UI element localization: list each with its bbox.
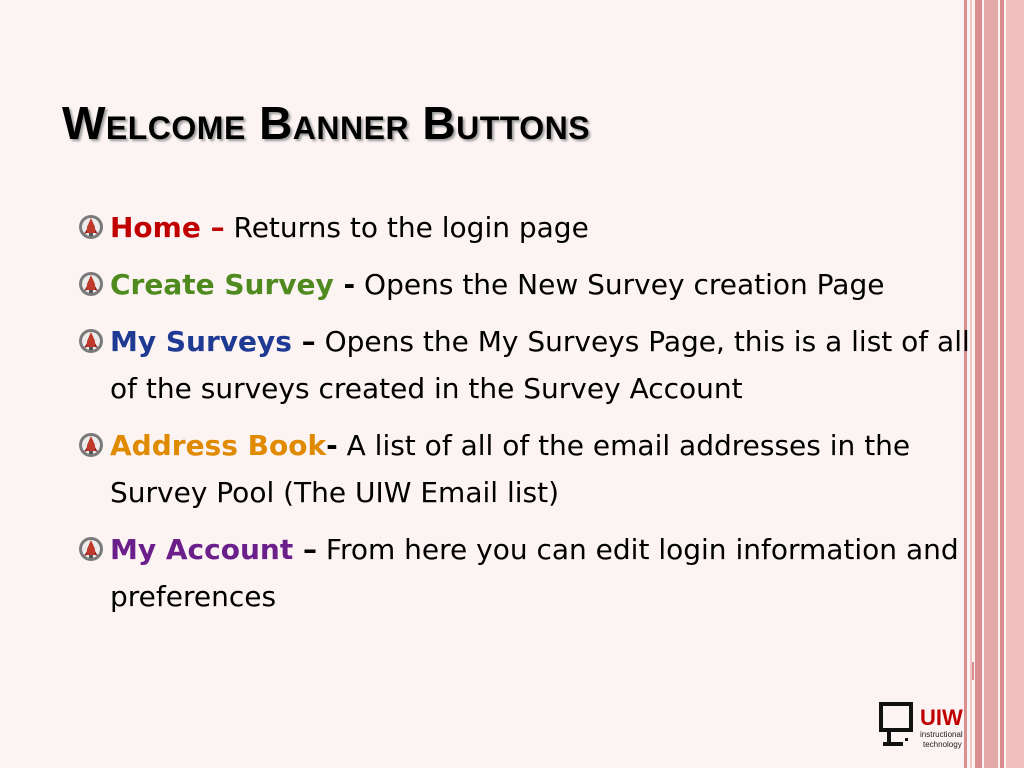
bullet-separator: - bbox=[326, 429, 338, 462]
bullet-description: Opens the New Survey creation Page bbox=[355, 268, 885, 301]
rocket-circle-icon bbox=[78, 432, 104, 458]
slide-title: Welcome Banner Buttons bbox=[62, 97, 591, 149]
logo-line2: technology bbox=[923, 740, 962, 749]
bullet-description: Opens the My Surveys Page, this is a list of all of the surveys created in the Survey Account bbox=[110, 325, 970, 405]
bullet-term: My Account bbox=[110, 533, 294, 566]
rocket-circle-icon bbox=[78, 214, 104, 240]
rocket-circle-icon bbox=[78, 328, 104, 354]
bullet-separator: – bbox=[291, 325, 316, 358]
uiw-instructional-technology-logo bbox=[878, 700, 966, 756]
stripe bbox=[984, 0, 998, 768]
bullet-item-home bbox=[78, 204, 978, 251]
bullet-item-address-book bbox=[78, 422, 978, 516]
bullet-description: A list of all of the email addresses in the Survey Pool (The UIW Email list) bbox=[110, 429, 911, 509]
bullet-term: Create Survey bbox=[110, 268, 334, 301]
bullet-separator: - bbox=[333, 268, 356, 301]
logo-line1: instructional bbox=[920, 730, 963, 739]
monitor-icon bbox=[881, 704, 911, 746]
stripe bbox=[1000, 0, 1004, 768]
bullet-term: My Surveys bbox=[110, 325, 292, 358]
stripe bbox=[1006, 0, 1024, 768]
bullet-item-my-surveys bbox=[78, 318, 978, 412]
bullet-separator: – bbox=[293, 533, 317, 566]
bullet-item-my-account bbox=[78, 526, 978, 620]
rocket-circle-icon bbox=[78, 536, 104, 562]
rocket-circle-icon bbox=[78, 271, 104, 297]
bullet-term: Address Book bbox=[110, 429, 327, 462]
logo-brand: UIW bbox=[920, 705, 963, 730]
bullet-separator: – bbox=[200, 211, 225, 244]
bullet-list bbox=[78, 204, 978, 630]
bullet-description: From here you can edit login information and preferences bbox=[110, 533, 959, 613]
bullet-item-create-survey bbox=[78, 261, 978, 308]
bullet-description: Returns to the login page bbox=[224, 211, 589, 244]
bullet-term: Home bbox=[110, 211, 201, 244]
divider bbox=[972, 662, 974, 680]
